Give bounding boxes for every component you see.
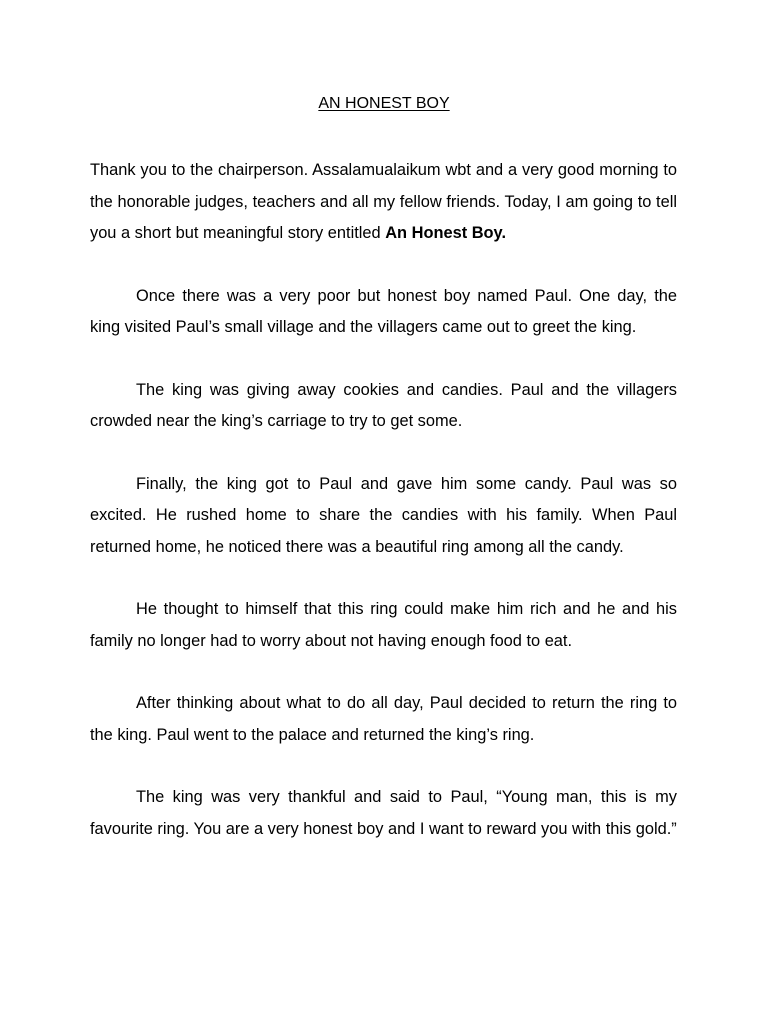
intro-text: Thank you to the chairperson. Assalamualaikum wbt and a very good morning to the honorable judges, teachers and all my fellow friends. Today, I am going to tell you a short but meaningful story entitled (90, 161, 677, 242)
document-title: AN HONEST BOY (318, 95, 450, 112)
story-paragraph: The king was giving away cookies and candies. Paul and the villagers crowded near the king’s carriage to try to get some. (90, 380, 677, 430)
story-title-bold: An Honest Boy. (385, 224, 507, 242)
document-body (90, 155, 677, 876)
story-paragraph: Finally, the king got to Paul and gave him some candy. Paul was so excited. He rushed home to share the candies with his family. When Paul returned home, he noticed there was a beautiful ring among all the candy. (90, 474, 677, 556)
intro-paragraph (90, 155, 677, 250)
story-paragraph: The king was very thankful and said to Paul, “Young man, this is my favourite ring. You are a very honest boy and I want to reward you with this gold.” (90, 788, 677, 838)
story-paragraph: He thought to himself that this ring could make him rich and he and his family no longer had to worry about not having enough food to eat. (90, 600, 677, 650)
story-paragraph: Once there was a very poor but honest boy named Paul. One day, the king visited Paul’s small village and the villagers came out to greet the king. (90, 286, 677, 336)
story-paragraph: After thinking about what to do all day, Paul decided to return the ring to the king. Paul went to the palace and returned the king’s ring. (90, 694, 677, 744)
